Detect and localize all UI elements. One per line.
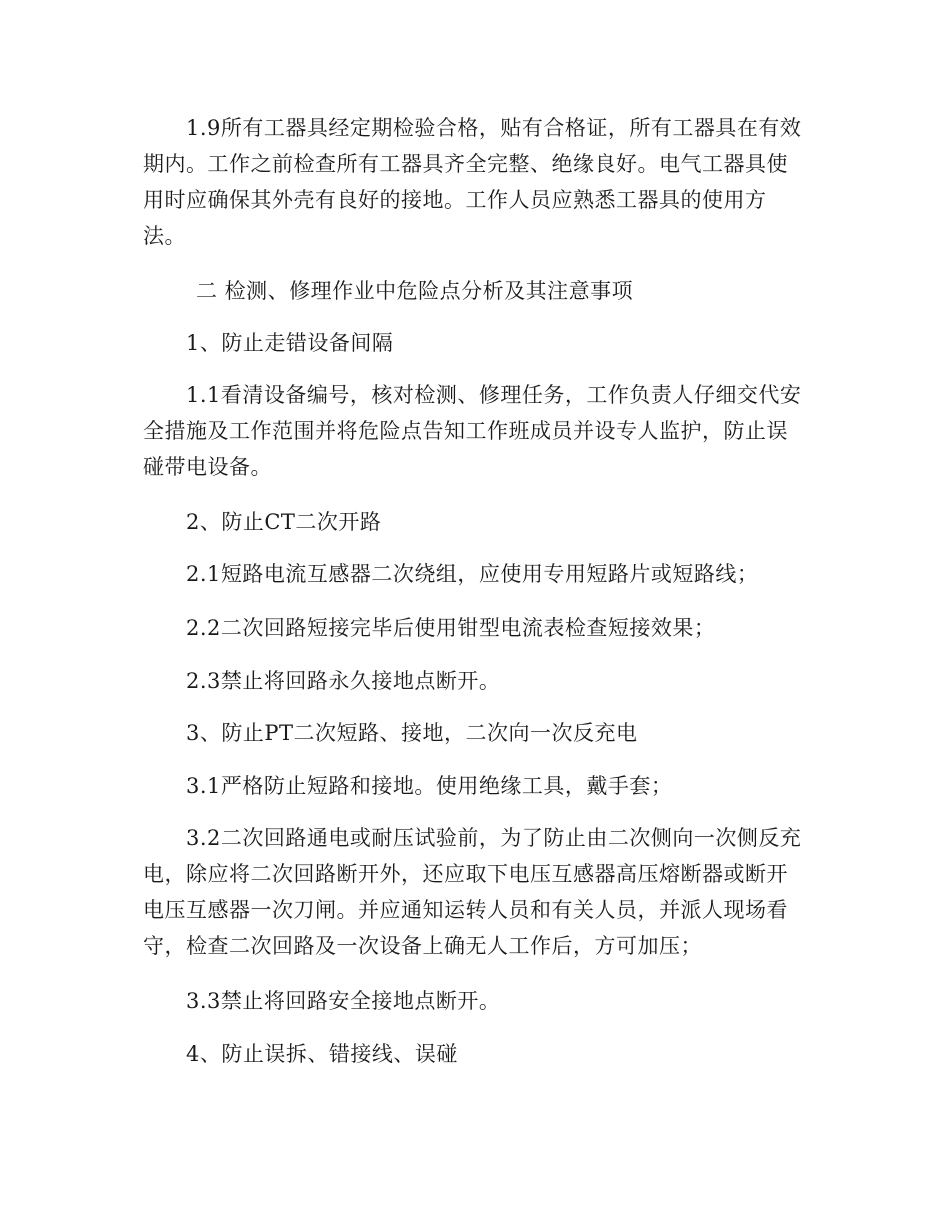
paragraph-1-1: [143, 377, 813, 485]
text-line: 3、防止PT二次短路、接地，二次向一次反充电: [186, 721, 638, 745]
text-line: 3.3禁止将回路安全接地点断开。: [186, 989, 501, 1013]
item-heading-2: [143, 504, 813, 540]
item-heading-4: [143, 1036, 813, 1072]
text-line: 3.1严格防止短路和接地。使用绝缘工具，戴手套；: [186, 774, 673, 798]
text-line: 守，检查二次回路及一次设备上确无人工作后，方可加压；: [143, 934, 702, 958]
item-heading-1: [143, 325, 813, 361]
text-line: 电压互感器一次刀闸。并应通知运转人员和有关人员，并派人现场看: [143, 898, 788, 922]
text-line: 1、防止走错设备间隔: [186, 331, 394, 355]
text-line: 2.1短路电流互感器二次绕组，应使用专用短路片或短路线；: [186, 562, 759, 586]
text-line: 用时应确保其外壳有良好的接地。工作人员应熟悉工器具的使用方: [143, 188, 767, 212]
paragraph-1-9: [143, 110, 813, 254]
text-line: 电，除应将二次回路断开外，还应取下电压互感器高压熔断器或断开: [143, 862, 788, 886]
paragraph-2-2: [143, 610, 813, 646]
section-title: 二 检测、修理作业中危险点分析及其注意事项: [196, 279, 634, 303]
text-line: 期内。工作之前检查所有工器具齐全完整、绝缘良好。电气工器具使: [143, 152, 788, 176]
text-line: 2.2二次回路短接完毕后使用钳型电流表检查短接效果；: [186, 616, 716, 640]
text-line: 2.3禁止将回路永久接地点断开。: [186, 669, 501, 693]
paragraph-2-1: [143, 556, 813, 592]
text-line: 3.2二次回路通电或耐压试验前，为了防止由二次侧向一次侧反充: [186, 826, 802, 850]
text-line: 全措施及工作范围并将危险点告知工作班成员并设专人监护，防止误: [143, 419, 788, 443]
paragraph-3-1: [143, 768, 813, 804]
text-line: 1.1看清设备编号，核对检测、修理任务，工作负责人仔细交代安: [186, 383, 802, 407]
text-line: 2、防止CT二次开路: [186, 510, 382, 534]
item-heading-3: [143, 715, 813, 751]
paragraph-3-3: [143, 983, 813, 1019]
paragraph-3-2: [143, 820, 813, 964]
section-heading: [143, 273, 813, 309]
text-line: 1.9所有工器具经定期检验合格，贴有合格证，所有工器具在有效: [186, 116, 802, 140]
text-line: 4、防止误拆、错接线、误碰: [186, 1042, 458, 1066]
text-line: 碰带电设备。: [143, 455, 272, 479]
text-line: 法。: [143, 224, 186, 248]
paragraph-2-3: [143, 663, 813, 699]
